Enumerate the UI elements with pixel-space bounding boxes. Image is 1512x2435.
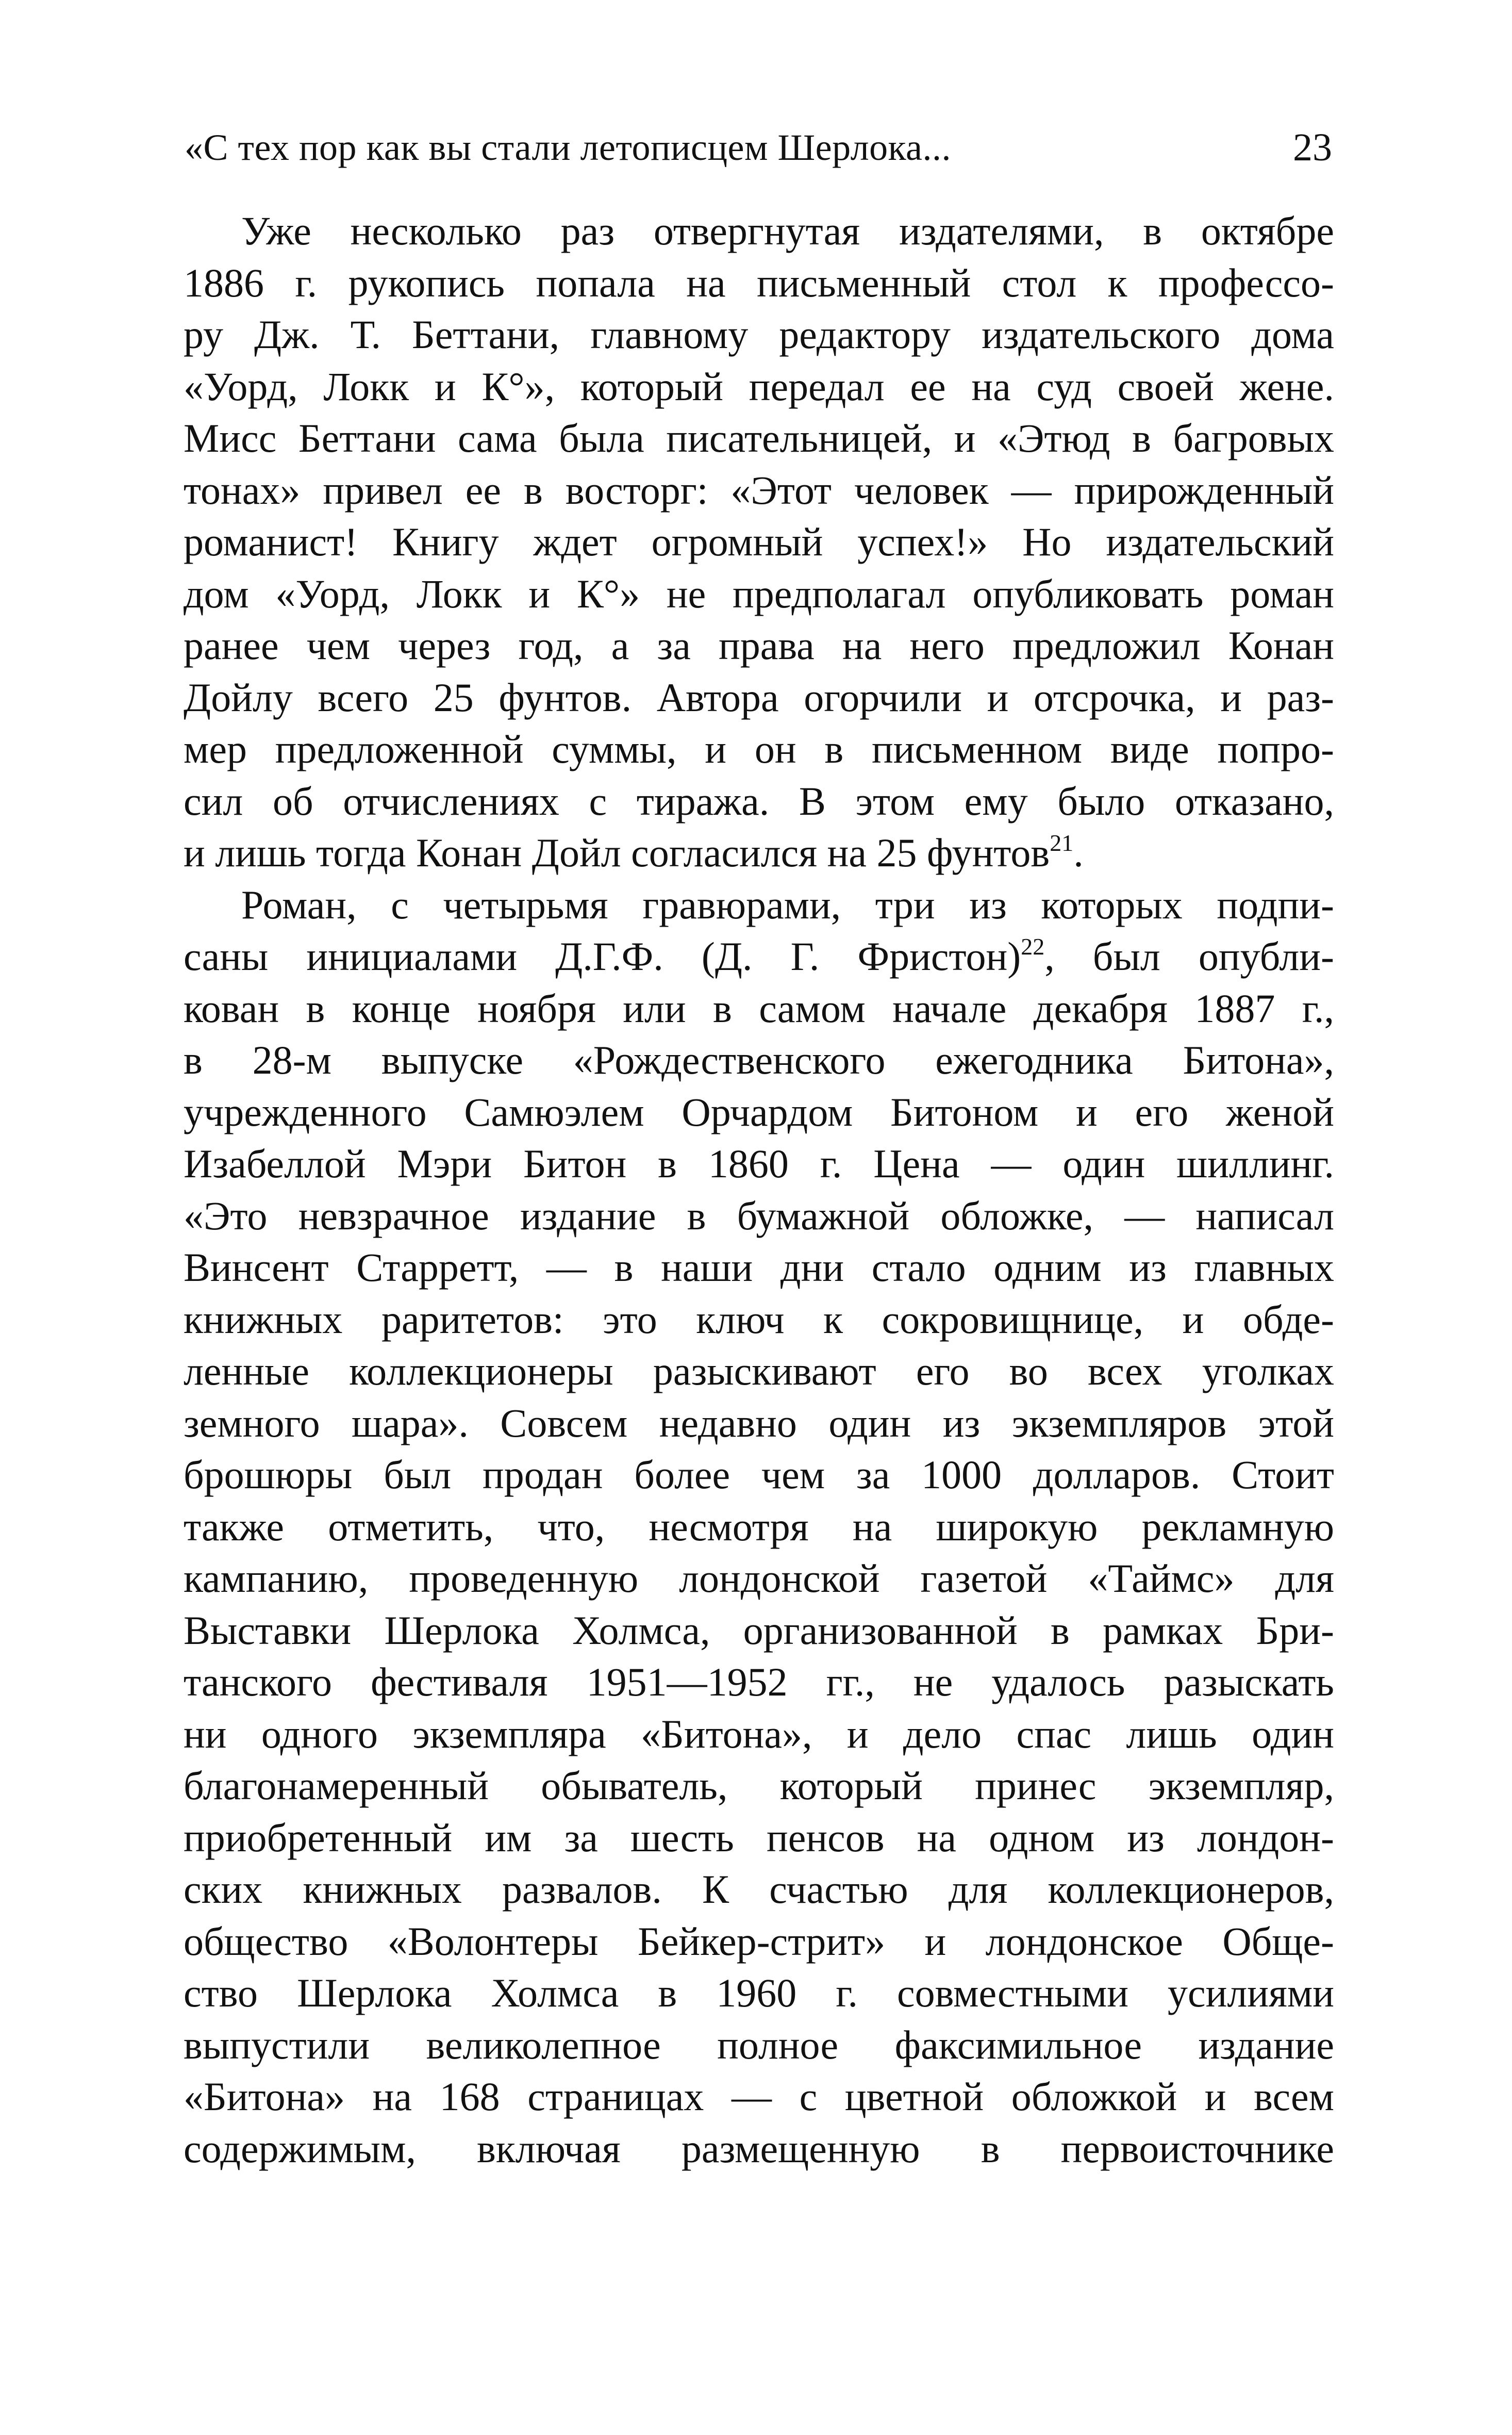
text-line: ни одного экземпляра «Битона», и дело спас лишь один	[184, 1711, 1334, 1756]
text-line: романист! Книгу ждет огромный успех!» Но издательский	[184, 519, 1334, 564]
text-fragment: и лишь тогда Конан Дойл согласился на 25 фунтов	[184, 830, 1050, 875]
running-title: «С тех пор как вы стали летописцем Шерлока...	[185, 127, 951, 168]
text-line: «Битона» на 168 страницах — с цветной обложкой и всем	[184, 2074, 1334, 2119]
text-line: ленные коллекционеры разыскивают его во всех уголках	[184, 1348, 1334, 1393]
footnote-marker: 22	[1021, 933, 1045, 960]
text-line: Выставки Шерлока Холмса, организованной в рамках Бри-	[184, 1607, 1334, 1653]
text-line: дом «Уорд, Локк и К°» не предполагал опубликовать роман	[184, 571, 1334, 616]
text-line: 1886 г. рукопись попала на письменный стол к профессо-	[184, 260, 1334, 305]
paragraph-2	[184, 879, 1334, 2175]
text-line: Изабеллой Мэри Битон в 1860 г. Цена — один шиллинг.	[184, 1141, 1334, 1186]
text-line: Роман, с четырьмя гравюрами, три из которых подпи-	[241, 882, 1334, 927]
text-line: приобретенный им за шесть пенсов на одном из лондон-	[184, 1815, 1334, 1860]
text-line: ство Шерлока Холмса в 1960 г. совместными усилиями	[184, 1970, 1334, 2015]
text-line	[184, 827, 1334, 879]
text-line: кампанию, проведенную лондонской газетой «Таймс» для	[184, 1556, 1334, 1601]
body-text	[184, 205, 1334, 2289]
text-line: благонамеренный обыватель, который принес экземпляр,	[184, 1763, 1334, 1808]
footnote-marker: 21	[1050, 830, 1074, 856]
text-line: в 28-м выпуске «Рождественского ежегодника Битона»,	[184, 1038, 1334, 1082]
text-line: ских книжных развалов. К счастью для коллекционеров,	[184, 1867, 1334, 1912]
text-line: «Уорд, Локк и К°», который передал ее на суд своей жене.	[184, 364, 1334, 409]
text-line: Дойлу всего 25 фунтов. Автора огорчили и отсрочка, и раз-	[184, 674, 1334, 720]
text-line: тонах» привел ее в восторг: «Этот человек — прирожденный	[184, 467, 1334, 513]
text-line: ру Дж. Т. Беттани, главному редактору издательского дома	[184, 312, 1334, 357]
text-line: Уже несколько раз отвергнутая издателями, в октябре	[241, 208, 1334, 253]
text-line: ранее чем через год, а за права на него предложил Конан	[184, 623, 1334, 668]
text-line: общество «Волонтеры Бейкер-стрит» и лондонское Обще-	[184, 1918, 1334, 1964]
text-line: Винсент Старретт, — в наши дни стало одним из главных	[184, 1245, 1334, 1290]
text-line: содержимым, включая размещенную в первоисточнике	[184, 2126, 1334, 2171]
text-line: «Это невзрачное издание в бумажной обложке, — написал	[184, 1193, 1334, 1238]
text-fragment: , был опубли-	[1044, 934, 1334, 979]
text-line: также отметить, что, несмотря на широкую рекламную	[184, 1504, 1334, 1549]
text-line: выпустили великолепное полное факсимильное издание	[184, 2022, 1334, 2067]
text-line: танского фестиваля 1951—1952 гг., не удалось разыскать	[184, 1659, 1334, 1704]
text-line: учрежденного Самюэлем Орчардом Битоном и его женой	[184, 1089, 1334, 1134]
text-line	[184, 931, 1334, 983]
text-line: сил об отчислениях с тиража. В этом ему было отказано,	[184, 778, 1334, 824]
text-line: мер предложенной суммы, и он в письменном виде попро-	[184, 727, 1334, 771]
text-line: Мисс Беттани сама была писательницей, и «Этюд в багровых	[184, 416, 1334, 460]
paragraph-1	[184, 205, 1334, 879]
page-number: 23	[1293, 126, 1332, 169]
text-line: земного шара». Совсем недавно один из экземпляров этой	[184, 1400, 1334, 1445]
text-line: книжных раритетов: это ключ к сокровищнице, и обде-	[184, 1296, 1334, 1342]
text-line: брошюры был продан более чем за 1000 долларов. Стоит	[184, 1452, 1334, 1497]
text-fragment: саны инициалами Д.Г.Ф. (Д. Г. Фристон)	[184, 934, 1021, 979]
text-line: кован в конце ноября или в самом начале декабря 1887 г.,	[184, 985, 1334, 1031]
running-head	[180, 122, 1335, 184]
text-fragment: .	[1073, 830, 1084, 875]
